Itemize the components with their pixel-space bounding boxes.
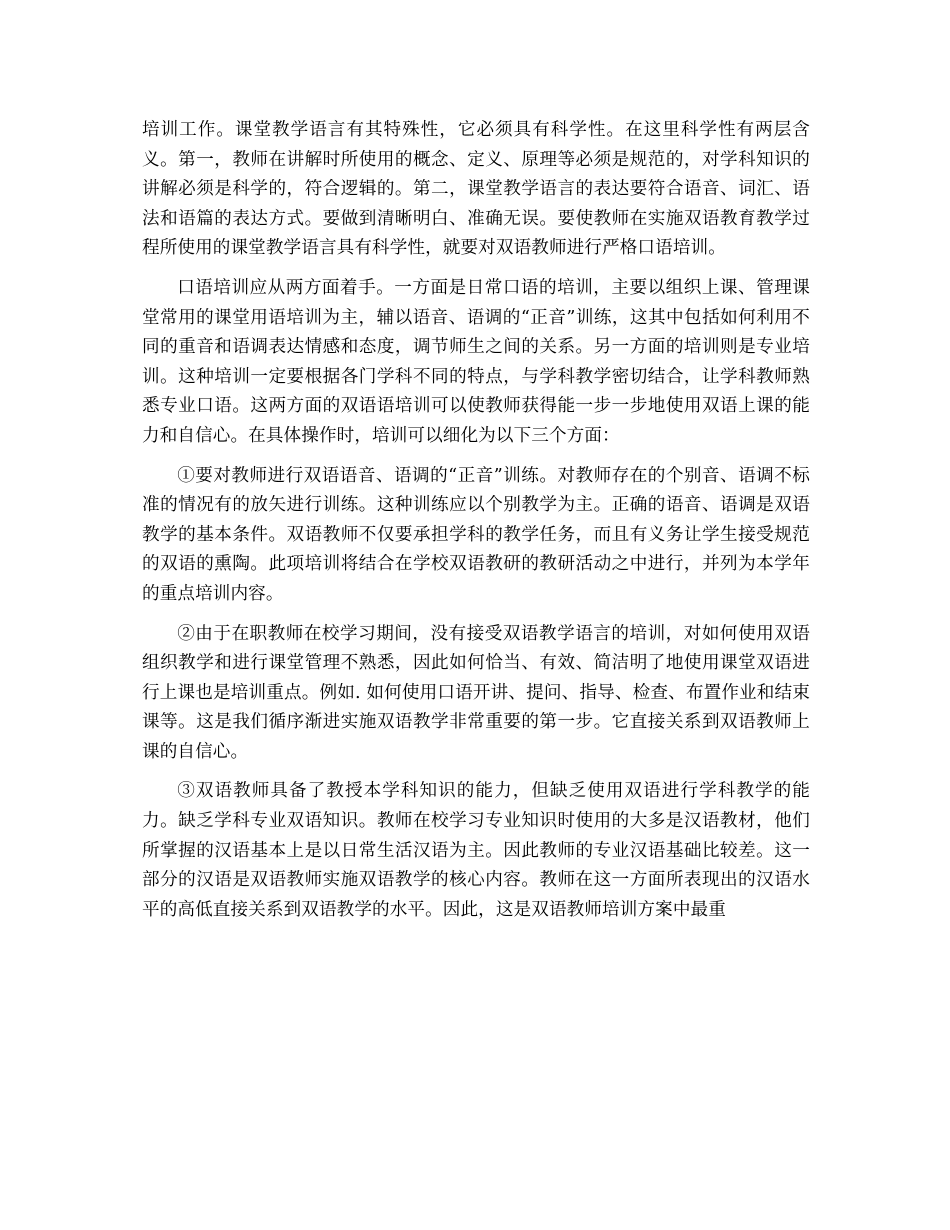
paragraph-2: 口语培训应从两方面着手。一方面是日常口语的培训，主要以组织上课、管理课堂常用的课堂用语培训为主，辅以语音、语调的“正音”训练，这其中包括如何利用不同的重音和语调表达情感和态度，调节师生之间的关系。另一方面的培训则是专业培训。这种培训一定要根据各门学科不同的特点，与学科教学密切结合，让学科教师熟悉专业口语。这两方面的双语语培训可以使教师获得能一步一步地使用双语上课的能力和自信心。在具体操作时，培训可以细化为以下三个方面： bbox=[142, 277, 810, 446]
body-text bbox=[142, 116, 810, 935]
paragraph-5: ③双语教师具备了教授本学科知识的能力，但缺乏使用双语进行学科教学的能力。缺乏学科专业双语知识。教师在校学习专业知识时使用的大多是汉语教材，他们所掌握的汉语基本上是以日常生活汉语为主。因此教师的专业汉语基础比较差。这一部分的汉语是双语教师实施双语教学的核心内容。教师在这一方面所表现出的汉语水平的高低直接关系到双语教学的水平。因此，这是双语教师培训方案中最重 bbox=[142, 781, 810, 920]
paragraph-4: ②由于在职教师在校学习期间，没有接受双语教学语言的培训，对如何使用双语组织教学和进行课堂管理不熟悉，因此如何恰当、有效、简洁明了地使用课堂双语进行上课也是培训重点。例如. 如何使用口语开讲、提问、指导、检查、布置作业和结束课等。这是我们循序渐进实施双语教学非常重要的第一步。它直接关系到双语教师上课的自信心。 bbox=[142, 623, 810, 762]
paragraph-3: ①要对教师进行双语语音、语调的“正音”训练。对教师存在的个别音、语调不标准的情况有的放矢进行训练。这种训练应以个别教学为主。正确的语音、语调是双语教学的基本条件。双语教师不仅要承担学科的教学任务，而且有义务让学生接受规范的双语的熏陶。此项培训将结合在学校双语教研的教研活动之中进行，并列为本学年的重点培训内容。 bbox=[142, 465, 810, 604]
paragraph-1: 培训工作。课堂教学语言有其特殊性，它必须具有科学性。在这里科学性有两层含义。第一，教师在讲解时所使用的概念、定义、原理等必须是规范的，对学科知识的讲解必须是科学的，符合逻辑的。第二，课堂教学语言的表达要符合语音、词汇、语法和语篇的表达方式。要做到清晰明白、准确无误。要使教师在实施双语教育教学过程所使用的课堂教学语言具有科学性，就要对双语教师进行严格口语培训。 bbox=[142, 120, 810, 259]
